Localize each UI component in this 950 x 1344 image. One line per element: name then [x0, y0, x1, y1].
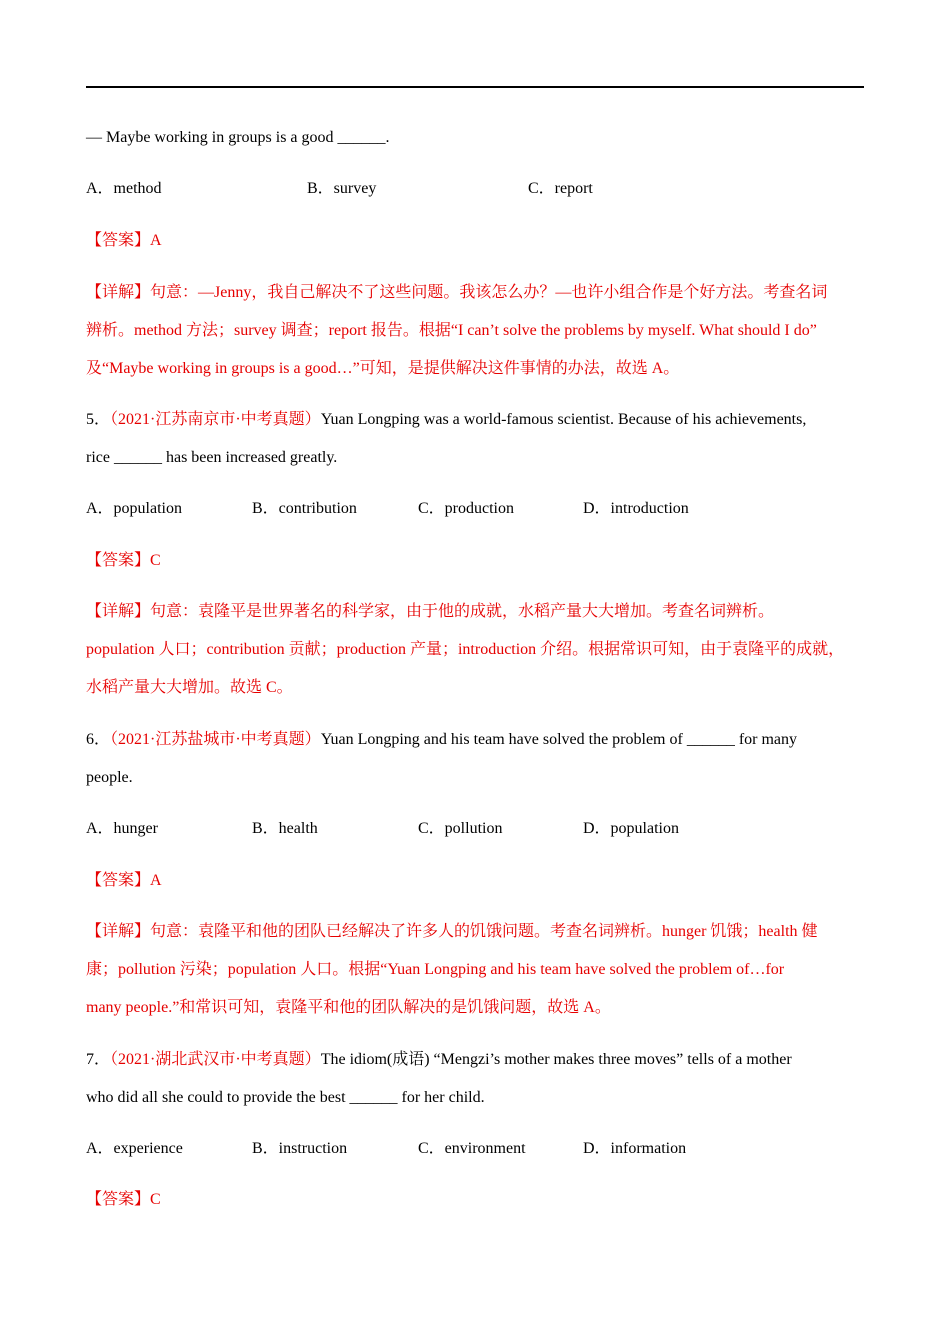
detail-line: 辨析。method 方法；survey 调查；report 报告。根据“I can’t solve the problems by myself. What should I do”	[86, 322, 817, 339]
option-b: B．survey	[307, 180, 377, 197]
question-text: people.	[86, 769, 133, 786]
option-b: B．instruction	[252, 1140, 348, 1157]
detail-line: 及“Maybe working in groups is a good…”可知，是提供解决这件事情的办法，故选 A。	[86, 360, 680, 377]
question-source: （2021·湖北武汉市·中考真题）	[110, 1051, 321, 1068]
detail-line: population 人口；contribution 贡献；production 产量；introduction 介绍。根据常识可知，由于袁隆平的成就，	[86, 641, 845, 658]
detail-line: 康；pollution 污染；population 人口。根据“Yuan Longping and his team have solved the problem of…for	[86, 961, 785, 978]
detail-line: 【详解】句意：袁隆平是世界著名的科学家，由于他的成就，水稻产量大大增加。考查名词辨析。	[86, 603, 775, 620]
option-a: A．method	[86, 180, 162, 197]
question-5-stem	[86, 410, 806, 430]
question-source: （2021·江苏盐城市·中考真题）	[110, 731, 321, 748]
question-text: who did all she could to provide the best ______ for her child.	[86, 1089, 485, 1106]
header-rule	[86, 86, 864, 88]
question-text: The idiom(成语) “Mengzi’s mother makes three moves” tells of a mother	[320, 1051, 792, 1068]
question-number: 6．	[86, 731, 111, 748]
question-stem: — Maybe working in groups is a good ______.	[86, 129, 390, 146]
option-b: B．health	[252, 820, 318, 837]
detail-line: many people.”和常识可知，袁隆平和他的团队解决的是饥饿问题，故选 A。	[86, 999, 611, 1016]
answer-label: 【答案】C	[86, 552, 161, 569]
question-source: （2021·江苏南京市·中考真题）	[110, 411, 321, 428]
detail-line: 水稻产量大大增加。故选 C。	[86, 679, 293, 696]
answer-label: 【答案】A	[86, 872, 162, 889]
answer-label: 【答案】A	[86, 232, 162, 249]
option-a: A．hunger	[86, 820, 158, 837]
option-d: D．population	[583, 820, 679, 837]
option-c: C．pollution	[418, 820, 503, 837]
question-number: 7．	[86, 1051, 111, 1068]
question-text: Yuan Longping and his team have solved the problem of ______ for many	[320, 731, 798, 748]
question-6-stem	[86, 730, 797, 750]
option-c: C．production	[418, 500, 514, 517]
option-d: D．information	[583, 1140, 687, 1157]
detail-line: 【详解】句意：—Jenny，我自己解决不了这些问题。我该怎么办？—也许小组合作是个好方法。考查名词	[86, 284, 828, 301]
option-c: C．report	[528, 180, 593, 197]
option-c: C．environment	[418, 1140, 526, 1157]
question-text: Yuan Longping was a world-famous scientist. Because of his achievements,	[320, 411, 807, 428]
option-a: A．experience	[86, 1140, 183, 1157]
question-number: 5．	[86, 411, 111, 428]
detail-line: 【详解】句意：袁隆平和他的团队已经解决了许多人的饥饿问题。考查名词辨析。hunger 饥饿；health 健	[86, 923, 818, 940]
question-7-stem	[86, 1050, 792, 1070]
option-b: B．contribution	[252, 500, 357, 517]
answer-label: 【答案】C	[86, 1191, 161, 1208]
question-text: rice ______ has been increased greatly.	[86, 449, 338, 466]
option-d: D．introduction	[583, 500, 689, 517]
option-a: A．population	[86, 500, 182, 517]
